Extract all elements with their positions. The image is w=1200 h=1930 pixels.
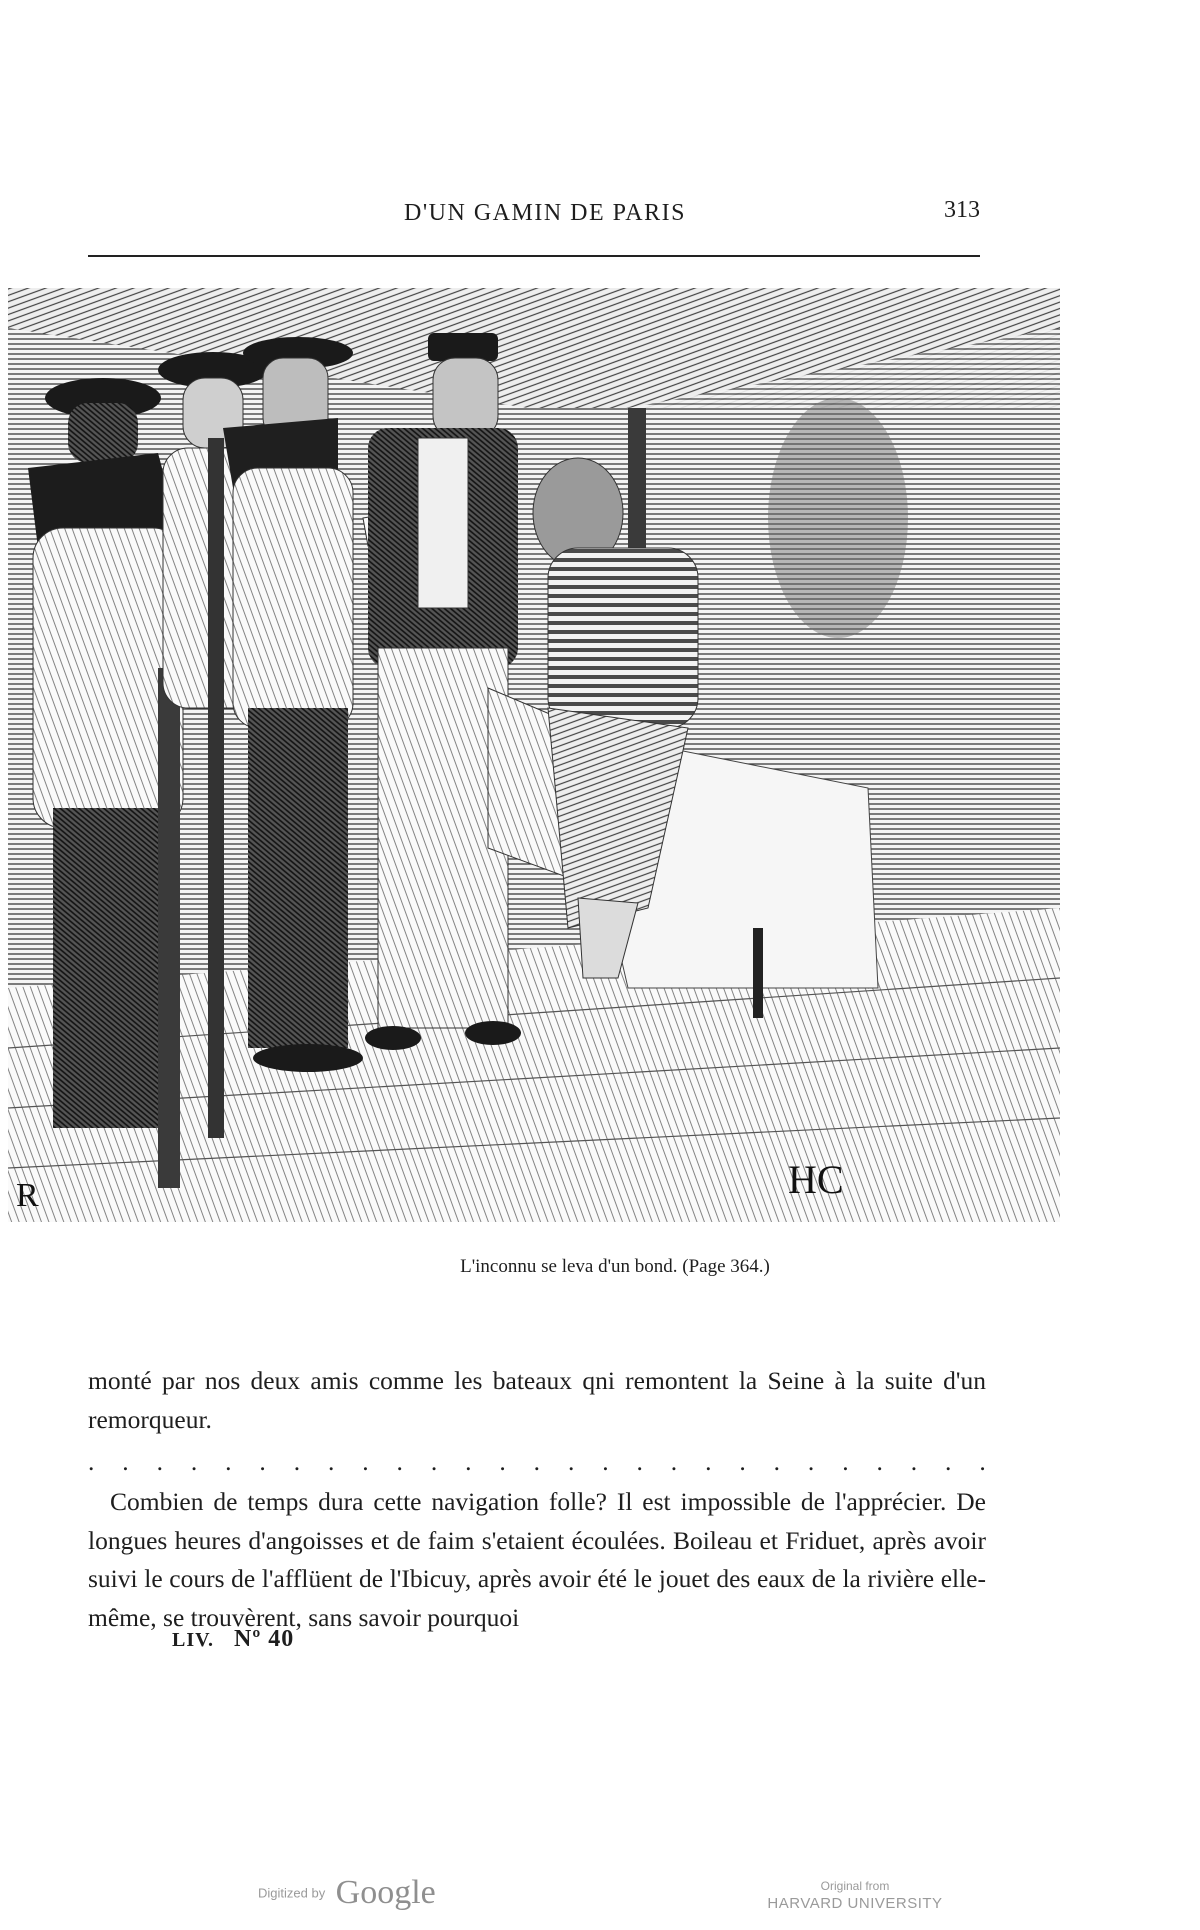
artist-monogram-left: R (16, 1177, 39, 1214)
body-text (88, 1362, 986, 1637)
paragraph-main: Combien de temps dura cette navigation folle? Il est impossible de l'apprécier. De longues heures d'angoisses et de faim s'etaient écoulées. Boileau et Friduet, après avoir suivi le cours de l'afflüent de l'Ibicuy, après avoir été le jouet des eaux de la rivière elle-même, se trouvèrent, sans savoir pourquoi (88, 1487, 986, 1632)
header-rule (88, 255, 980, 257)
artist-monogram-right: HC (788, 1157, 844, 1202)
signature-label: LIV. (172, 1629, 214, 1651)
signature-mark (172, 1626, 294, 1653)
running-head (90, 197, 980, 230)
paragraph-continuation: monté par nos deux amis comme les bateaux qni remontent la Seine à la suite d'un remorqueur. (88, 1366, 986, 1434)
google-logo: Google (335, 1874, 436, 1911)
institution-label: HARVARD UNIVERSITY (767, 1895, 943, 1912)
ellipsis-dots-separator: . . . . . . . . . . . . . . . . . . . . . . . . . . . (88, 1447, 986, 1476)
digitized-by-label: Digitized by (258, 1885, 326, 1901)
engraving-illustration (8, 288, 1060, 1222)
page-number: 313 (944, 197, 980, 223)
original-from-label: Original from (820, 1879, 890, 1893)
signature-number: Nº 40 (234, 1626, 295, 1652)
illustration-caption: L'inconnu se leva d'un bond. (Page 364.) (460, 1256, 770, 1277)
running-title: D'UN GAMIN DE PARIS (404, 200, 686, 226)
original-from-footer (755, 1878, 955, 1912)
digitized-by-footer (258, 1874, 436, 1912)
